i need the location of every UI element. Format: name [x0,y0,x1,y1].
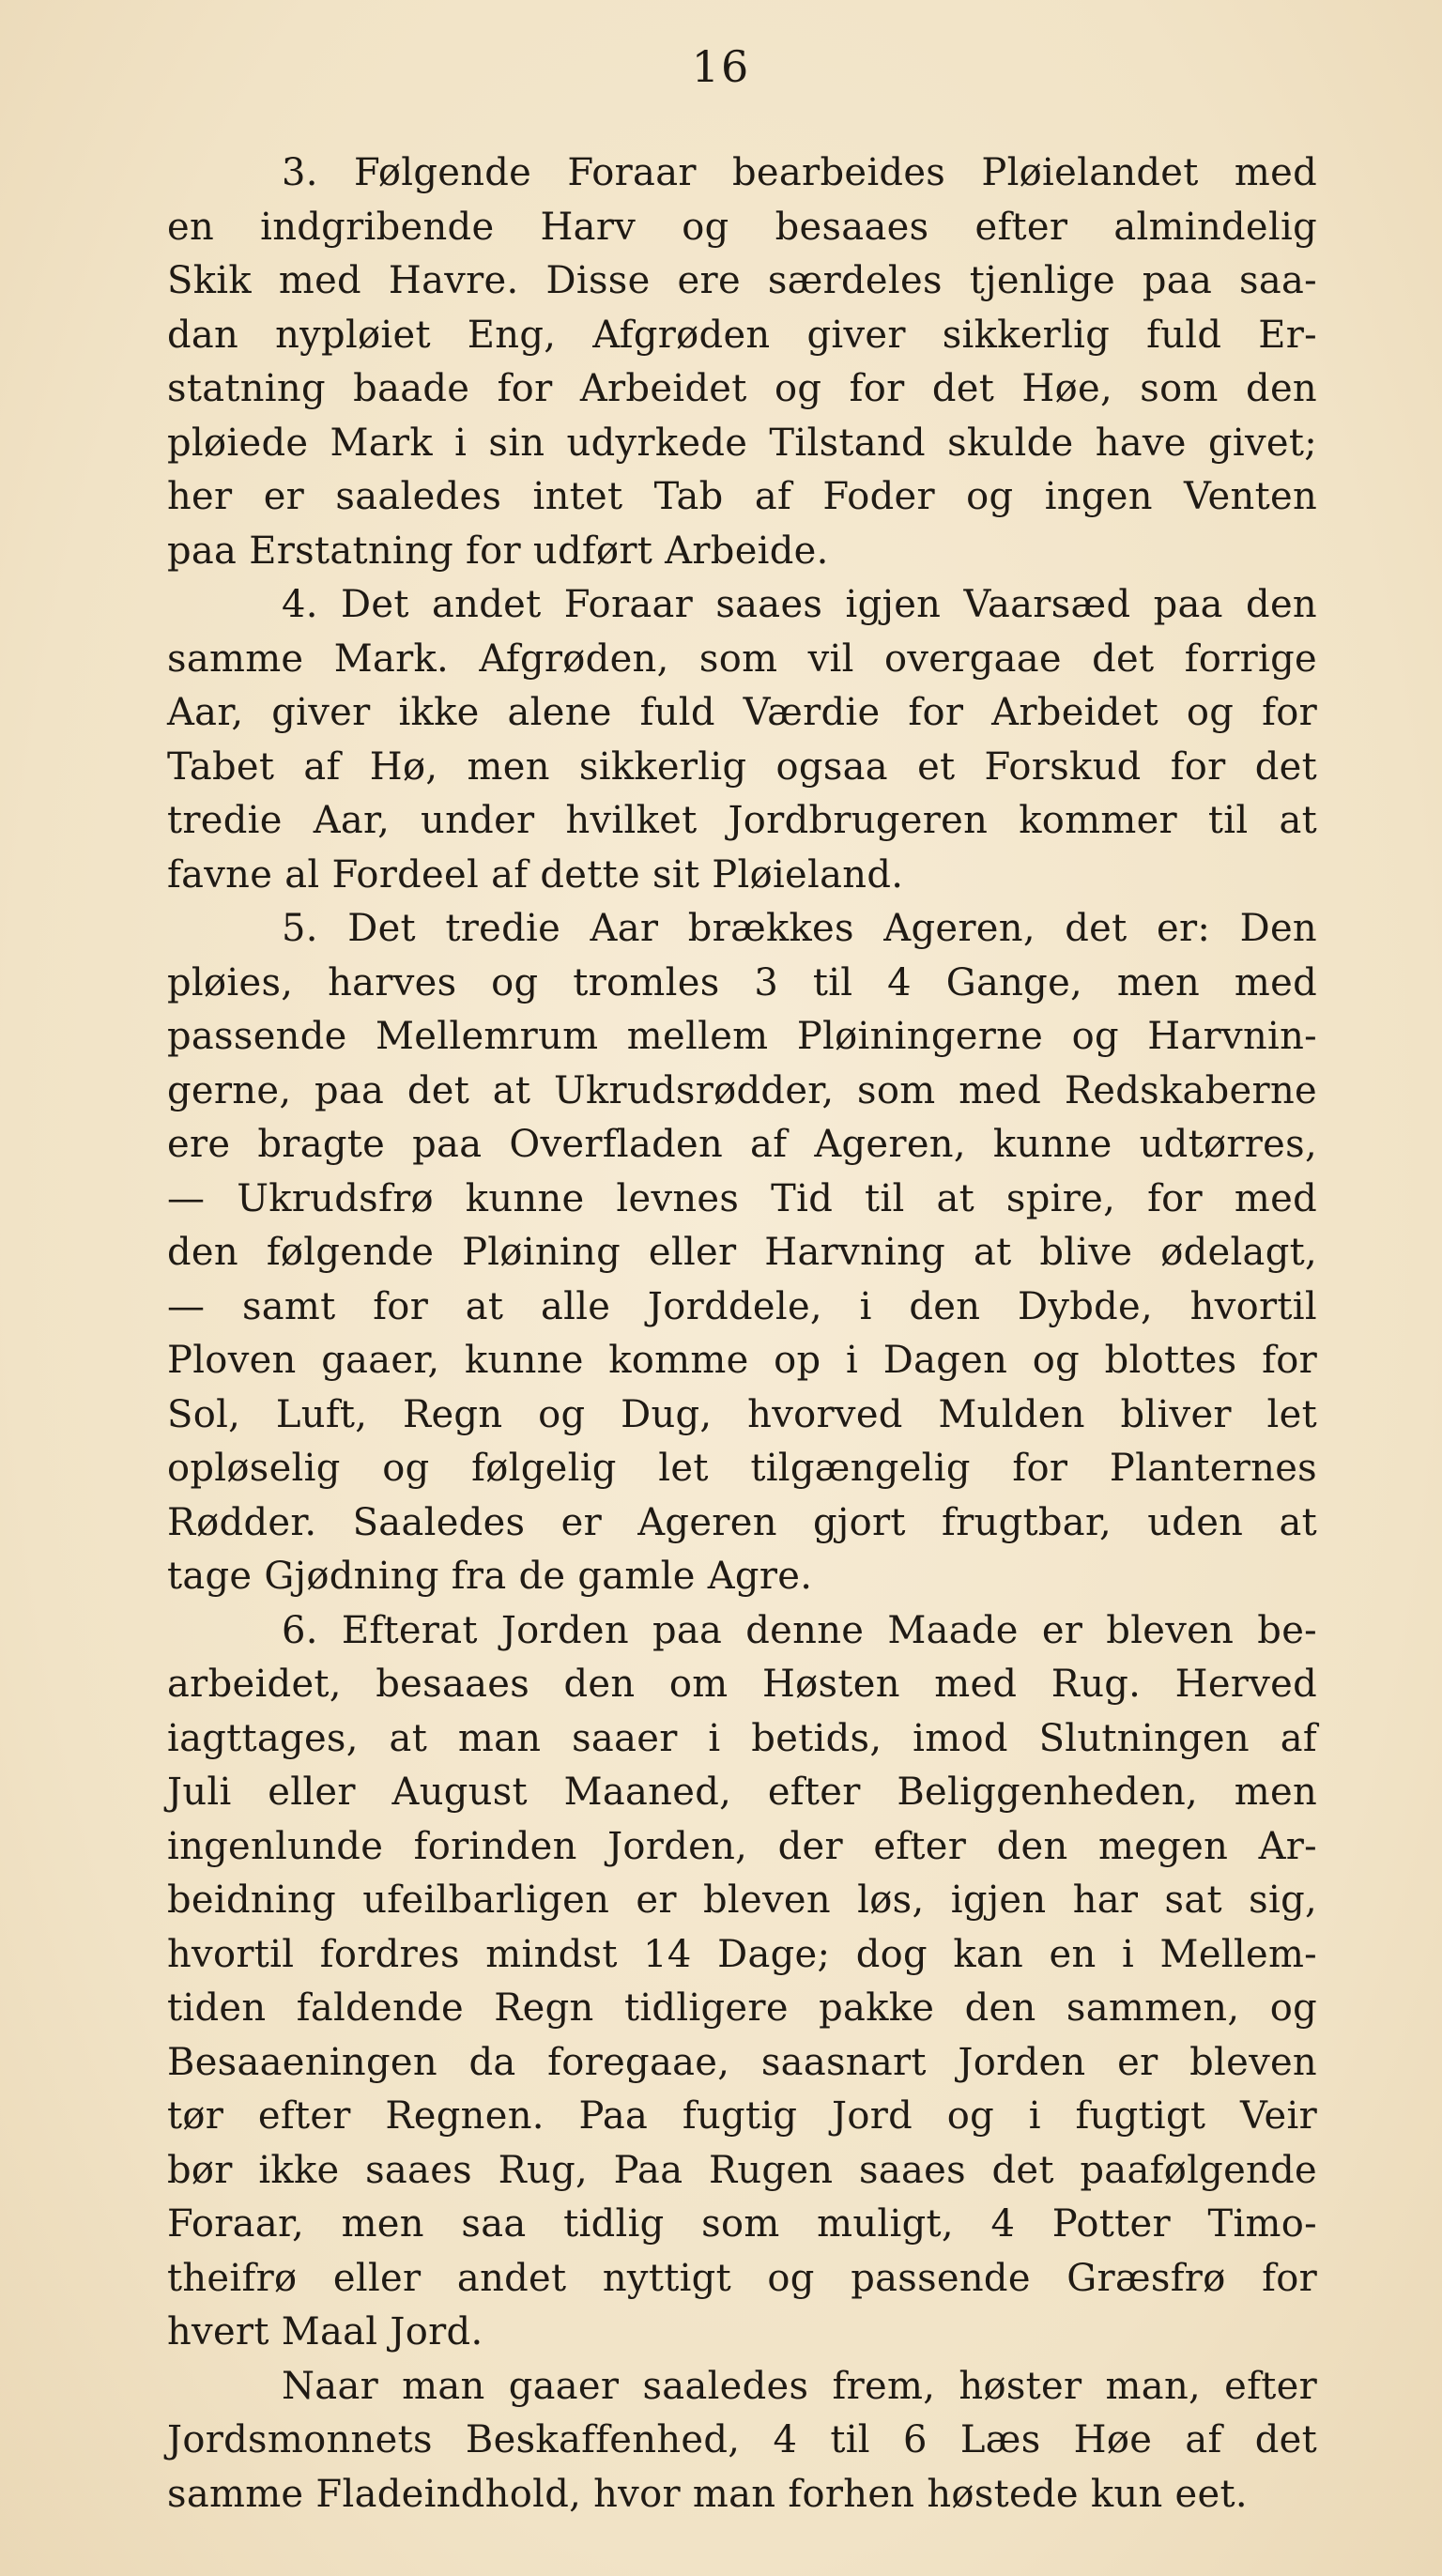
text-line: opløselig og følgelig let tilgængelig for Planternes [167,1447,1317,1490]
text-line: Tabet af Hø, men sikkerlig ogsaa et Forskud for det [167,744,1317,789]
text-line: den følgende Pløining eller Harvning at blive ødelagt, [167,1231,1317,1274]
text-line: ingenlunde forinden Jorden, der efter den megen Ar- [167,1824,1317,1868]
text-line: — samt for at alle Jorddele, i den Dybde, hvortil [167,1284,1317,1328]
text-line: dan nypløiet Eng, Afgrøden giver sikkerlig fuld Er- [167,313,1317,357]
text-line: Besaaeningen da foregaae, saasnart Jorden er bleven [167,2040,1317,2084]
text-line: samme Mark. Afgrøden, som vil overgaae det forrige [167,636,1317,681]
text-line: Aar, giver ikke alene fuld Værdie for Arbeidet og for [167,691,1317,734]
paragraph-first-line: Naar man gaaer saaledes frem, høster man, efter [282,2364,1317,2408]
paragraph-first-line: 5. Det tredie Aar brækkes Ageren, det er: Den [282,907,1317,950]
text-line: pløies, harves og tromles 3 til 4 Gange, men med [167,960,1317,1004]
text-line: theifrø eller andet nyttigt og passende Græsfrø for [167,2256,1317,2300]
text-line: tage Gjødning fra de gamle Agre. [167,1555,813,1598]
text-line: en indgribende Harv og besaaes efter almindelig [167,205,1317,249]
text-line: Juli eller August Maaned, efter Beliggenheden, men [167,1771,1317,1814]
text-line: arbeidet, besaaes den om Høsten med Rug. Herved [167,1663,1317,1706]
text-line: paa Erstatning for udført Arbeide. [167,529,829,573]
text-line: tiden faldende Regn tidligere pakke den sammen, og [167,1986,1317,2030]
text-line: iagttages, at man saaer i betids, imod Slutningen af [167,1716,1317,1760]
text-line: passende Mellemrum mellem Pløiningerne og Harvnin- [167,1015,1317,1058]
text-line: Jordsmonnets Beskaffenhed, 4 til 6 Læs Høe af det [167,2418,1317,2461]
text-line: pløiede Mark i sin udyrkede Tilstand skulde have givet; [167,421,1317,465]
page-number: 16 [691,41,751,92]
body-text [167,146,1317,2522]
text-line: — Ukrudsfrø kunne levnes Tid til at spire, for med [167,1176,1317,1220]
text-line: ere bragte paa Overfladen af Ageren, kunne udtørres, [167,1123,1317,1166]
text-line: hvert Maal Jord. [167,2310,483,2354]
text-line: bør ikke saaes Rug, Paa Rugen saaes det paafølgende [167,2148,1317,2192]
text-line: statning baade for Arbeidet og for det Høe, som den [167,367,1317,410]
text-line: Foraar, men saa tidlig som muligt, 4 Potter Timo- [167,2202,1317,2246]
text-line: Skik med Havre. Disse ere særdeles tjenlige paa saa- [167,259,1317,302]
text-line: hvortil fordres mindst 14 Dage; dog kan en i Mellem- [167,1932,1317,1976]
text-line: Ploven gaaer, kunne komme op i Dagen og blottes for [167,1339,1317,1382]
text-line: Rødder. Saaledes er Ageren gjort frugtbar, uden at [167,1500,1317,1544]
text-line: samme Fladeindhold, hvor man forhen høstede kun eet. [167,2472,1248,2516]
paragraph-first-line: 4. Det andet Foraar saaes igjen Vaarsæd paa den [282,583,1317,626]
text-line: favne al Fordeel af dette sit Pløieland. [167,852,904,897]
text-line: beidning ufeilbarligen er bleven løs, igjen har sat sig, [167,1878,1317,1922]
text-line: tredie Aar, under hvilket Jordbrugeren kommer til at [167,799,1317,842]
paragraph-first-line: 6. Efterat Jorden paa denne Maade er bleven be- [282,1608,1317,1652]
text-line: Sol, Luft, Regn og Dug, hvorved Mulden bliver let [167,1392,1317,1436]
text-line: her er saaledes intet Tab af Foder og ingen Venten [167,475,1317,518]
text-line: tør efter Regnen. Paa fugtig Jord og i fugtigt Veir [167,2094,1317,2138]
text-line: gerne, paa det at Ukrudsrødder, som med Redskaberne [167,1068,1317,1112]
paragraph-first-line: 3. Følgende Foraar bearbeides Pløielandet med [282,151,1317,194]
